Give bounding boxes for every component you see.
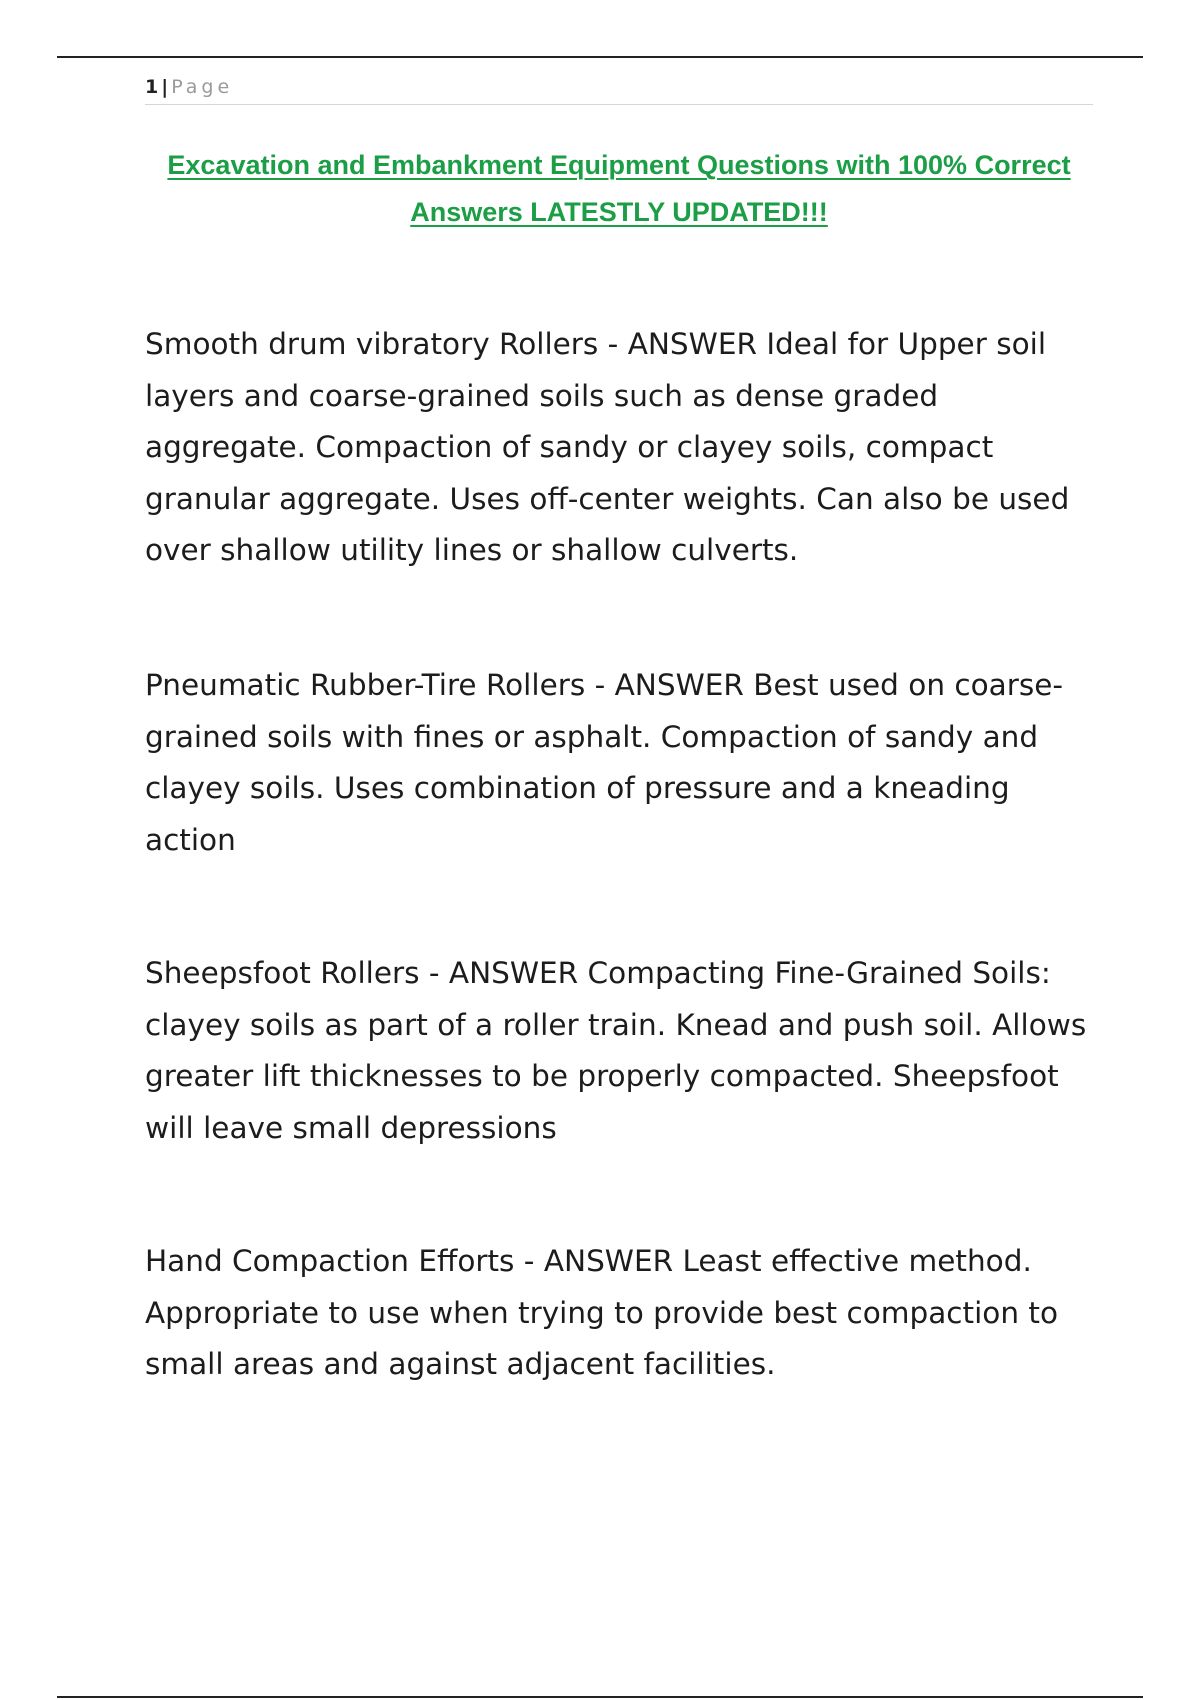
qa-entry: Pneumatic Rubber-Tire Rollers - ANSWER Best used on coarse-grained soils with fines or asphalt. Compaction of sandy and clayey soils. Uses combination of pressure and a kneading action: [145, 668, 1064, 857]
page-number: 1: [145, 76, 159, 98]
qa-entry: Sheepsfoot Rollers - ANSWER Compacting Fine-Grained Soils: clayey soils as part of a roller train. Knead and push soil. Allows greater lift thicknesses to be properly compacted. Sheepsfoot will leave small depressions: [145, 956, 1087, 1145]
qa-entry: Hand Compaction Efforts - ANSWER Least effective method. Appropriate to use when trying to provide best compaction to small areas and against adjacent facilities.: [145, 1244, 1059, 1381]
qa-entry: Smooth drum vibratory Rollers - ANSWER Ideal for Upper soil layers and coarse-grained soils such as dense graded aggregate. Compaction of sandy or clayey soils, compact granular aggregate. Uses off-center weights. Can also be used over shallow utility lines or shallow culverts.: [145, 327, 1070, 567]
bottom-page-rule: [57, 1696, 1143, 1698]
page-header: [145, 72, 1093, 105]
document-title: Excavation and Embankment Equipment Questions with 100% Correct Answers LATESTLY UPDATED!!!: [167, 150, 1071, 227]
page-separator: |: [161, 76, 169, 98]
page-label: Page: [171, 76, 234, 98]
top-page-rule: [57, 56, 1143, 58]
